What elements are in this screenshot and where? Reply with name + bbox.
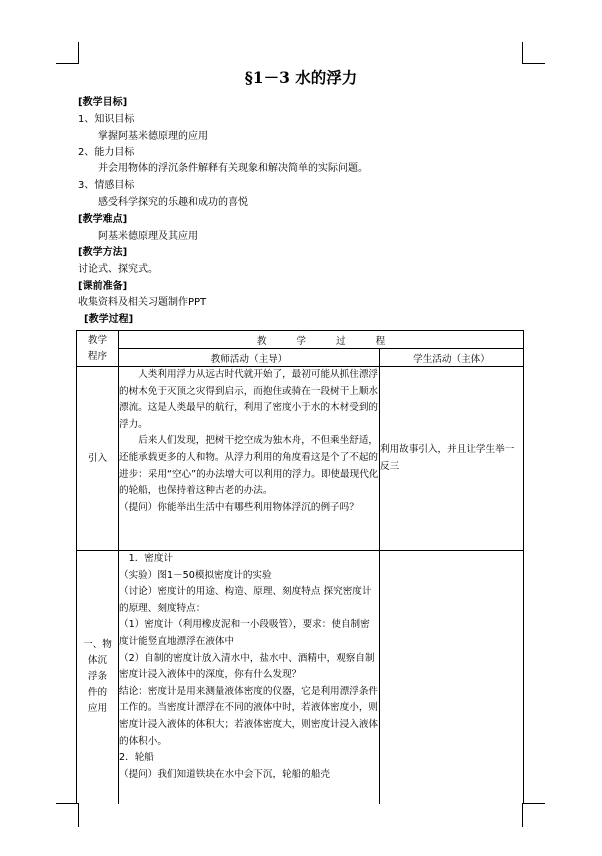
student-activity-cell [380,551,524,804]
process-heading: [教学过程] [84,314,134,325]
objective-label: 3、情感目标 [78,180,135,191]
teaching-process-table [76,330,524,804]
page-title: §1－3 水的浮力 [244,68,358,87]
teacher-paragraph: （1）密度计（利用橡皮泥和一小段吸管），要求：使自制密度计能竖直地漂浮在液体中 [119,619,370,647]
prep-heading: [课前准备] [78,281,128,292]
objective-label: 1、知识目标 [78,114,135,125]
method-text: 讨论式、探究式。 [78,264,158,275]
teacher-paragraph: 2．轮船 [119,752,154,764]
teacher-paragraph: （提问）我们知道铁块在水中会下沉，轮船的船壳 [119,768,331,780]
objective-text: 并会用物体的浮沉条件解释有关现象和解决简单的实际问题。 [98,163,368,174]
stage-header-line: 程序 [87,350,108,362]
teacher-paragraph: （提问）你能举出生活中有哪些利用物体浮沉的例子吗？ [119,501,359,513]
method-heading: [教学方法] [78,247,128,258]
teacher-paragraph: 人类利用浮力从远古时代就开始了，最初可能从抓住漂浮的树木免于灭顶之灾得到启示，而抱住或骑在一段树干上顺水漂流。这是人类最早的航行，利用了密度小于水的木材受到的浮力。 [119,369,379,430]
difficulty-heading: [教学难点] [78,214,128,225]
student-activity-cell: 利用故事引入，并且让学生举一反三 [380,367,524,551]
crop-mark-top-right-h [522,63,545,64]
stage-line: 件的 [87,687,108,699]
objectives-heading: [教学目标] [78,97,128,108]
prep-text: 收集资料及相关习题制作PPT [78,297,207,308]
crop-mark-bottom-right-v [522,803,523,827]
crop-mark-top-left-v [78,42,79,64]
stage-column-header [77,331,119,367]
objective-text: 感受科学探究的乐趣和成功的喜悦 [98,197,248,208]
stage-header-line: 教学 [87,334,108,346]
process-header-label: 教学过程 [256,335,416,347]
teacher-paragraph: 结论：密度计是用来测量液体密度的仪器，它是利用漂浮条件工作的。当密度计漂浮在不同的液体中时，若液体密度小，则密度计浸入液体的体积大；若液体密度大，则密度计浸入液体的体积小。 [119,685,379,747]
crop-mark-top-left-h [56,63,79,64]
objective-label: 2、能力目标 [78,147,135,158]
teacher-activity-cell [119,551,380,804]
table-row [77,551,524,804]
teacher-paragraph: （实验）图1－50模拟密度计的实验 [119,569,272,581]
stage-line: 体沉 [87,655,108,667]
teacher-paragraph: （2）自制的密度计放入清水中，盐水中、酒精中，观察自制密度计浸入液体中的深度，你有什么发现？ [119,652,375,681]
teacher-paragraph: 后来人们发现，把树干挖空成为独木舟，不但乘坐舒适，还能承载更多的人和物。从浮力利用的角度看这是个了不起的进步：采用“空心”的办法增大可以利用的浮力。即使最现代化的轮船，也保持着这种古老的办法。 [119,435,379,497]
crop-mark-bottom-left-v [78,803,79,827]
table-row [77,367,524,551]
stage-cell: 引入 [77,367,119,551]
teacher-column-header: 教师活动（主导） [119,349,380,367]
stage-line: 一、物 [83,639,112,651]
stage-line: 应用 [87,703,108,715]
objective-text: 掌握阿基米德原理的应用 [98,131,208,142]
teacher-paragraph: 1．密度计 [128,553,174,564]
crop-mark-bottom-right-h [522,803,545,804]
crop-mark-top-right-v [522,42,523,64]
stage-cell [77,551,119,804]
stage-line: 浮条 [87,671,108,683]
process-column-header [119,331,524,349]
student-column-header: 学生活动（主体） [380,349,524,367]
teacher-paragraph: （讨论）密度计的用途、构造、原理、刻度特点 探究密度计的原理、刻度特点： [119,586,372,614]
difficulty-text: 阿基米德原理及其应用 [98,231,198,242]
teacher-activity-cell [119,367,380,551]
